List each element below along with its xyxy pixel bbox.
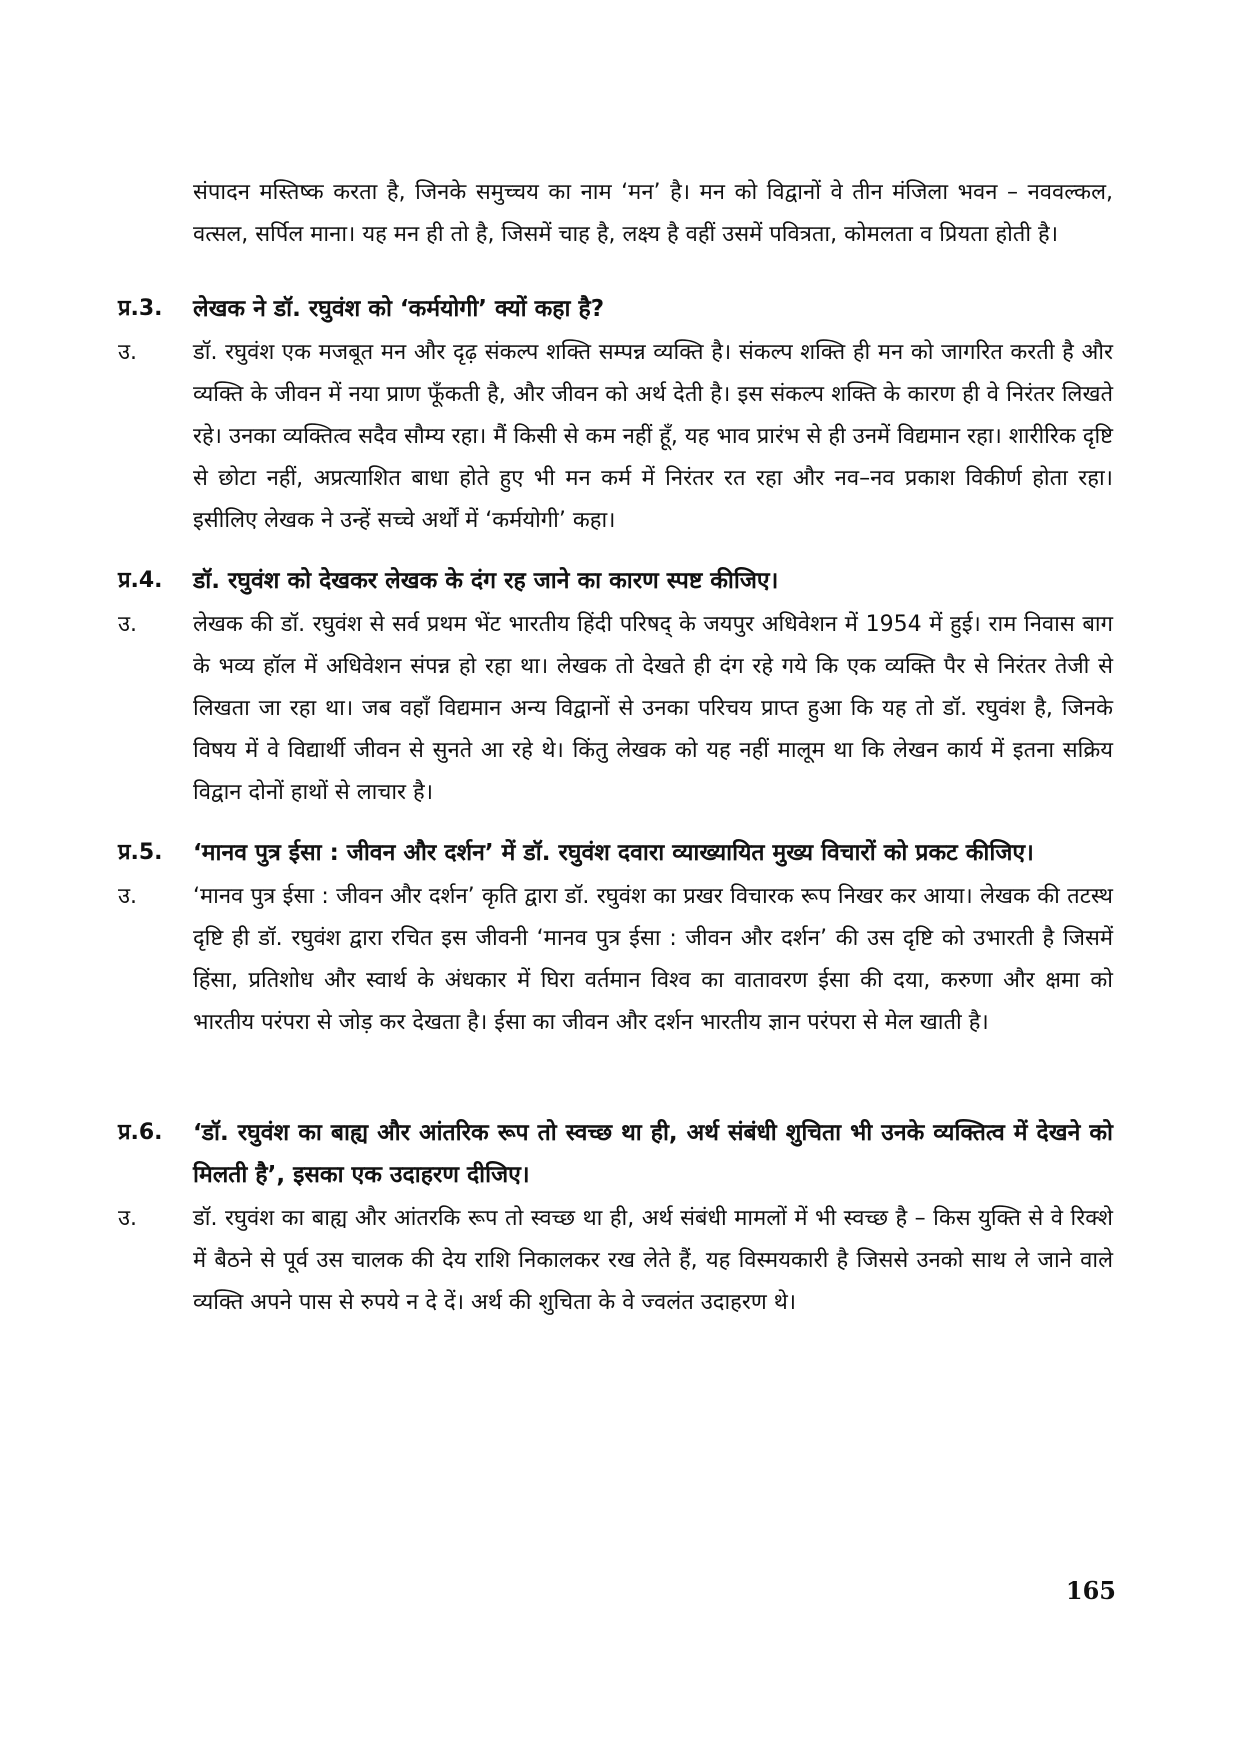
question-label: प्र.6. — [118, 1120, 163, 1145]
qa-block-5 — [118, 832, 1113, 1044]
answer-label: उ. — [118, 1206, 138, 1231]
question-label: प्र.3. — [118, 296, 163, 321]
question-text: ‘मानव पुत्र ईसा : जीवन और दर्शन’ में डॉ. रघुवंश दवारा व्याख्यायित मुख्य विचारों को प्रकट कीजिए। — [193, 840, 1034, 866]
answer-text: डॉ. रघुवंश का बाह्य और आंतरकि रूप तो स्वच्छ था ही, अर्थ संबंधी मामलों में भी स्वच्छ है – किस युक्ति से वे रिक्शे में बैठने से पूर्व उस चालक की देय राशि निकालकर रख लेते हैं, यह विस्मयकारी है जिससे उनको साथ ले जाने वाले व्यक्ति अपने पास से रुपये न दे दें। अर्थ की शुचिता के वे ज्वलंत उदाहरण थे। — [193, 1206, 1113, 1315]
page-number: 165 — [1065, 1576, 1116, 1605]
answer-row — [118, 1198, 1113, 1324]
answer-text: लेखक की डॉ. रघुवंश से सर्व प्रथम भेंट भारतीय हिंदी परिषद् के जयपुर अधिवेशन में 1954 में हुई। राम निवास बाग के भव्य हॉल में अधिवेशन संपन्न हो रहा था। लेखक तो देखते ही दंग रहे गये कि एक व्यक्ति पैर से निरंतर तेजी से लिखता जा रहा था। जब वहाँ विद्यमान अन्य विद्वानों से उनका परिचय प्राप्त हुआ कि यह तो डॉ. रघुवंश है, जिनके विषय में वे विद्यार्थी जीवन से सुनते आ रहे थे। किंतु लेखक को यह नहीं मालूम था कि लेखन कार्य में इतना सक्रिय विद्वान दोनों हाथों से लाचार है। — [193, 612, 1113, 805]
qa-block-3 — [118, 288, 1113, 542]
answer-text: ‘मानव पुत्र ईसा : जीवन और दर्शन’ कृति द्वारा डॉ. रघुवंश का प्रखर विचारक रूप निखर कर आया। लेखक की तटस्थ दृष्टि ही डॉ. रघुवंश द्वारा रचित इस जीवनी ‘मानव पुत्र ईसा : जीवन और दर्शन’ की उस दृष्टि को उभारती है जिसमें हिंसा, प्रतिशोध और स्वार्थ के अंधकार में घिरा वर्तमान विश्व का वातावरण ईसा की दया, करुणा और क्षमा को भारतीय परंपरा से जोड़ कर देखता है। ईसा का जीवन और दर्शन भारतीय ज्ञान परंपरा से मेल खाती है। — [193, 884, 1113, 1035]
answer-text: डॉ. रघुवंश एक मजबूत मन और दृढ़ संकल्प शक्ति सम्पन्न व्यक्ति है। संकल्प शक्ति ही मन को जागरित करती है और व्यक्ति के जीवन में नया प्राण फूँकती है, और जीवन को अर्थ देती है। इस संकल्प शक्ति के कारण ही वे निरंतर लिखते रहे। उनका व्यक्तित्व सदैव सौम्य रहा। मैं किसी से कम नहीं हूँ, यह भाव प्रारंभ से ही उनमें विद्यमान रहा। शारीरिक दृष्टि से छोटा नहीं, अप्रत्याशित बाधा होते हुए भी मन कर्म में निरंतर रत रहा और नव–नव प्रकाश विकीर्ण होता रहा। इसीलिए लेखक ने उन्हें सच्चे अर्थों में ‘कर्मयोगी’ कहा। — [193, 340, 1113, 533]
question-row — [118, 560, 1113, 602]
answer-row — [118, 604, 1113, 814]
question-label: प्र.4. — [118, 568, 163, 593]
answer-label: उ. — [118, 884, 138, 909]
question-text: डॉ. रघुवंश को देखकर लेखक के दंग रह जाने का कारण स्पष्ट कीजिए। — [193, 568, 779, 594]
qa-block-4 — [118, 560, 1113, 814]
qa-block-6 — [118, 1112, 1113, 1324]
answer-row — [118, 332, 1113, 542]
answer-label: उ. — [118, 612, 138, 637]
question-row — [118, 288, 1113, 330]
answer-row — [118, 876, 1113, 1044]
question-row — [118, 832, 1113, 874]
question-text: ‘डॉ. रघुवंश का बाह्य और आंतरिक रूप तो स्वच्छ था ही, अर्थ संबंधी शुचिता भी उनके व्यक्तित्व में देखने को मिलती है’, इसका एक उदाहरण दीजिए। — [193, 1120, 1113, 1188]
intro-paragraph: संपादन मस्तिष्क करता है, जिनके समुच्चय का नाम ‘मन’ है। मन को विद्वानों वे तीन मंजिला भवन – नववल्कल, वत्सल, सर्पिल माना। यह मन ही तो है, जिसमें चाह है, लक्ष्य है वहीं उसमें पवित्रता, कोमलता व प्रियता होती है। — [193, 180, 1113, 247]
question-row — [118, 1112, 1113, 1196]
question-text: लेखक ने डॉ. रघुवंश को ‘कर्मयोगी’ क्यों कहा है? — [193, 296, 605, 322]
answer-label: उ. — [118, 340, 138, 365]
question-label: प्र.5. — [118, 840, 163, 865]
